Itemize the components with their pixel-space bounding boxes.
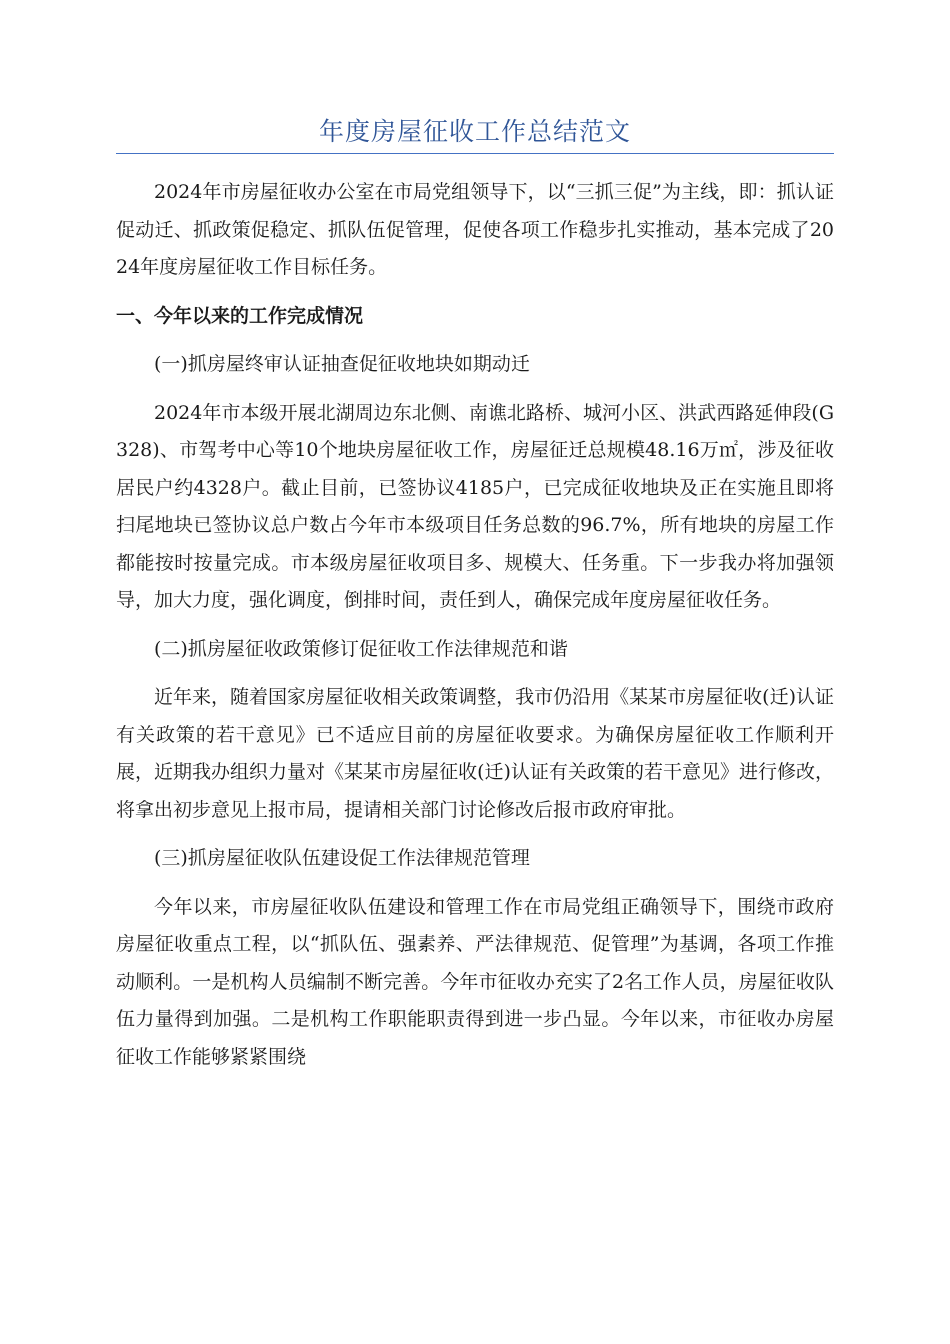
subsection-title-3: (三)抓房屋征收队伍建设促工作法律规范管理	[154, 847, 530, 869]
document-body	[116, 174, 834, 1076]
subsection-paragraph-3: 今年以来，市房屋征收队伍建设和管理工作在市局党组正确领导下，围绕市政府房屋征收重点工程，以“抓队伍、强素养、严法律规范、促管理”为基调，各项工作推动顺利。一是机构人员编制不断完善。今年市征收办充实了2名工作人员，房屋征收队伍力量得到加强。二是机构工作职能职责得到进一步凸显。今年以来，市征收办房屋征收工作能够紧紧围绕	[116, 895, 834, 1068]
subsection-title-1: (一)抓房屋终审认证抽查促征收地块如期动迁	[154, 353, 530, 375]
subsection-paragraph-2: 近年来，随着国家房屋征收相关政策调整，我市仍沿用《某某市房屋征收(迁)认证有关政策的若干意见》已不适应目前的房屋征收要求。为确保房屋征收工作顺利开展，近期我办组织力量对《某某市房屋征收(迁)认证有关政策的若干意见》进行修改，将拿出初步意见上报市局，提请相关部门讨论修改后报市政府审批。	[116, 686, 834, 821]
intro-paragraph: 2024年市房屋征收办公室在市局党组领导下，以“三抓三促”为主线，即：抓认证促动迁、抓政策促稳定、抓队伍促管理，促使各项工作稳步扎实推动，基本完成了2024年度房屋征收工作目标任务。	[116, 181, 834, 278]
subsection-paragraph-1: 2024年市本级开展北湖周边东北侧、南谯北路桥、城河小区、洪武西路延伸段(G328)、市驾考中心等10个地块房屋征收工作，房屋征迁总规模48.16万㎡，涉及征收居民户约4328户。截止目前，已签协议4185户，已完成征收地块及正在实施且即将扫尾地块已签协议总户数占今年市本级项目任务总数的96.7%，所有地块的房屋工作都能按时按量完成。市本级房屋征收项目多、规模大、任务重。下一步我办将加强领导，加大力度，强化调度，倒排时间，责任到人，确保完成年度房屋征收任务。	[116, 401, 834, 611]
subsection-title-2: (二)抓房屋征收政策修订促征收工作法律规范和谐	[154, 637, 568, 660]
title-underline	[116, 153, 834, 154]
section-heading-1: 一、今年以来的工作完成情况	[116, 304, 364, 327]
document-title: 年度房屋征收工作总结范文	[318, 117, 631, 146]
